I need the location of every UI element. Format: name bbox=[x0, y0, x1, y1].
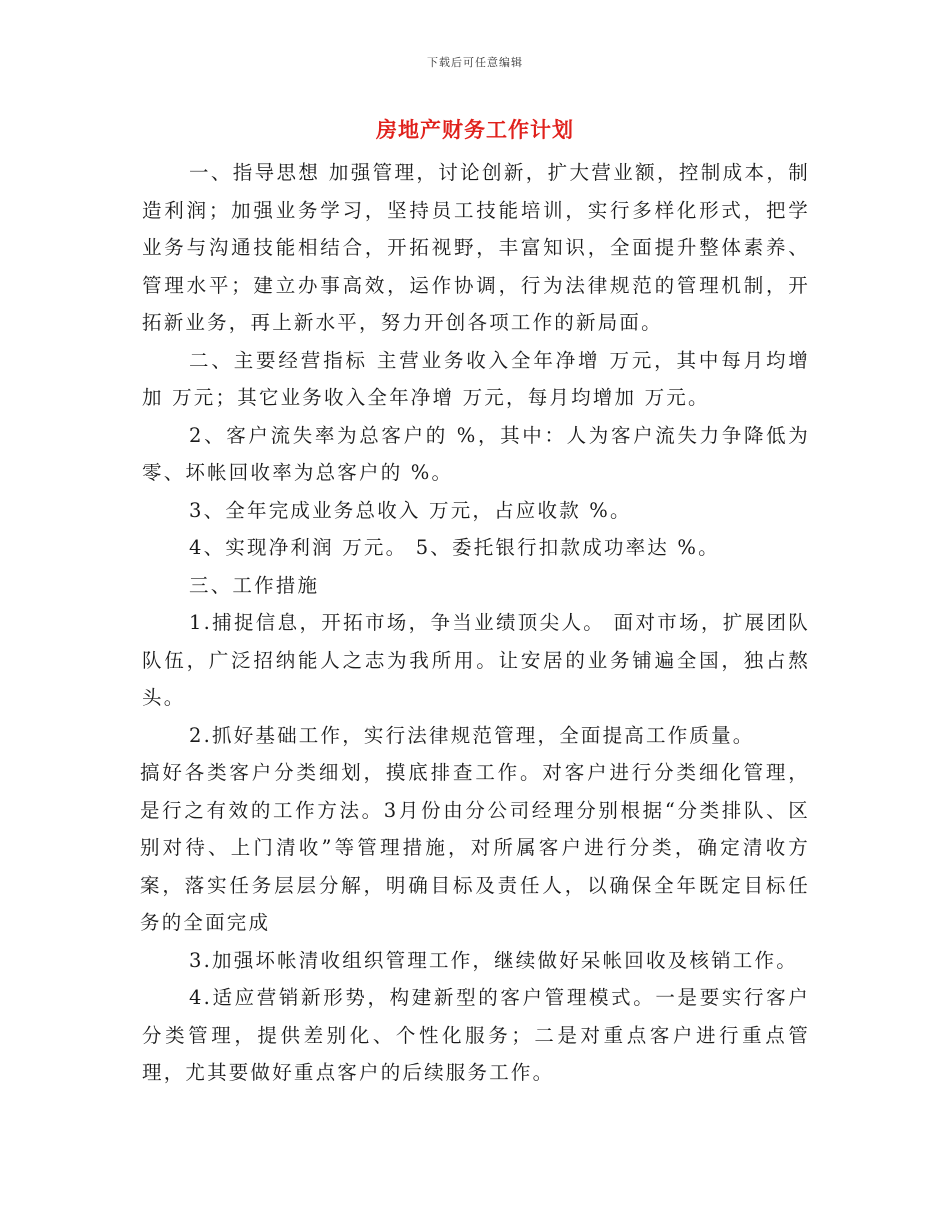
paragraph-measure-4: 4.适应营销新形势，构建新型的客户管理模式。一是要实行客户分类管理，提供差别化、个性化服务；二是对重点客户进行重点管理，尤其要做好重点客户的后续服务工作。 bbox=[142, 986, 810, 1084]
paragraph-measure-3: 3.加强坏帐清收组织管理工作，继续做好呆帐回收及核销工作。 bbox=[189, 948, 798, 972]
document-title: 房地产财务工作计划 bbox=[376, 117, 574, 142]
paragraph-total-revenue: 3、全年完成业务总收入 万元，占应收款 %。 bbox=[189, 498, 632, 522]
paragraph-measure-2-detail: 搞好各类客户分类细划，摸底排查工作。对客户进行分类细化管理，是行之有效的工作方法。3月份由分公司经理分别根据“分类排队、区别对待、上门清收”等管理措施，对所属客户进行分类，确定清收方案，落实任务层层分解，明确目标及责任人，以确保全年既定目标任务的全面完成 bbox=[140, 761, 810, 934]
paragraph-measure-2: 2.抓好基础工作，实行法律规范管理，全面提高工作质量。 bbox=[189, 723, 755, 747]
paragraph-work-measures-heading: 三、工作措施 bbox=[189, 573, 320, 597]
paragraph-customer-loss-rate: 2、客户流失率为总客户的 %，其中：人为客户流失力争降低为零、坏帐回收率为总客户的 %。 bbox=[142, 423, 810, 484]
paragraph-net-profit: 4、实现净利润 万元。 5、委托银行扣款成功率达 %。 bbox=[189, 536, 720, 559]
paragraph-measure-1: 1.捕捉信息，开拓市场，争当业绩顶尖人。 面对市场，扩展团队队伍，广泛招纳能人之志为我所用。让安居的业务铺遍全国，独占熬头。 bbox=[142, 611, 810, 709]
paragraph-guiding-ideology: 一、指导思想 加强管理，讨论创新，扩大营业额，控制成本，制造利润；加强业务学习，坚持员工技能培训，实行多样化形式，把学业务与沟通技能相结合，开拓视野，丰富知识，全面提升整体素养、管理水平；建立办事高效，运作协调，行为法律规范的管理机制，开拓新业务，再上新水平，努力开创各项工作的新局面。 bbox=[142, 161, 810, 334]
document-body bbox=[142, 154, 810, 1092]
paragraph-main-indicators: 二、主要经营指标 主营业务收入全年净增 万元，其中每月均增加 万元；其它业务收入全年净增 万元，每月均增加 万元。 bbox=[142, 348, 810, 409]
header-note: 下载后可任意编辑 bbox=[427, 56, 523, 69]
